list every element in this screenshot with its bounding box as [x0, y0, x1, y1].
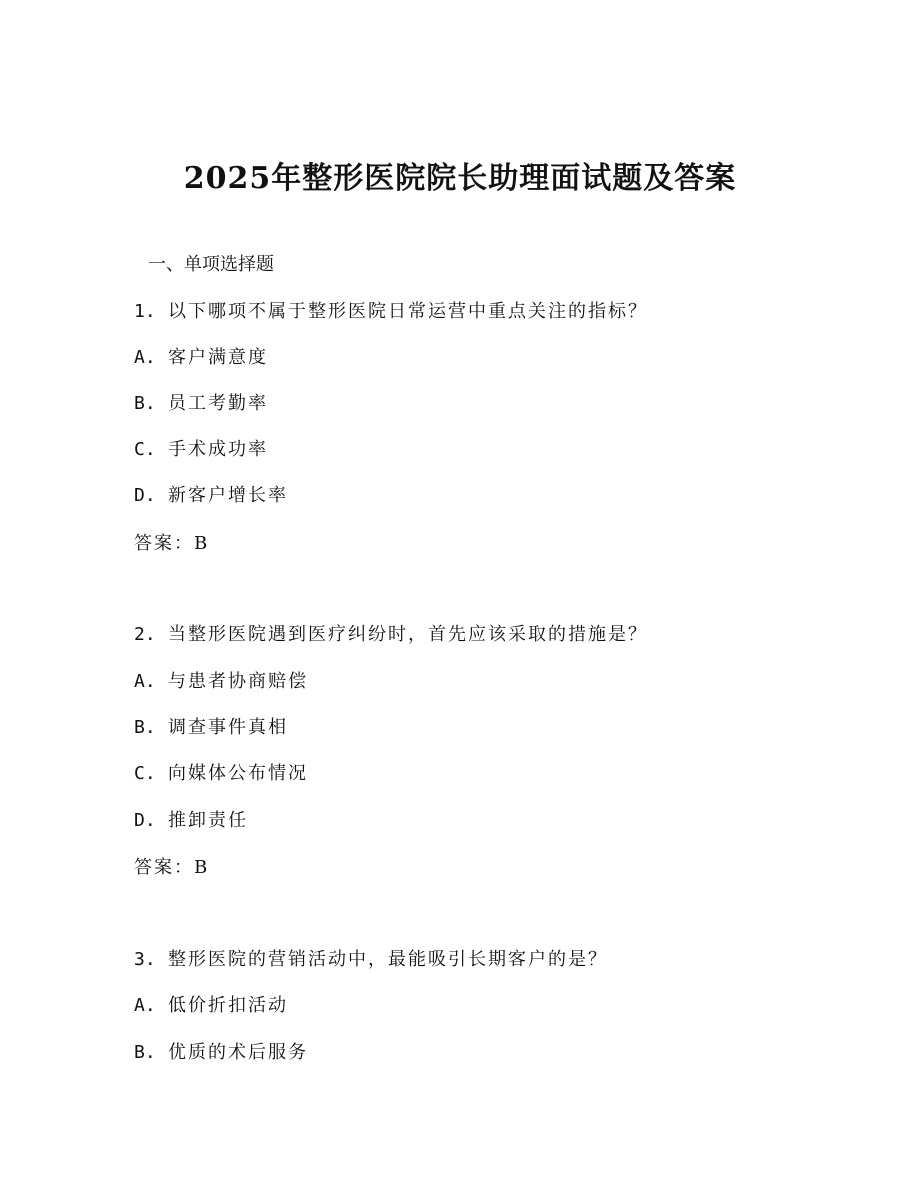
- question-text: 以下哪项不属于整形医院日常运营中重点关注的指标？: [168, 301, 648, 322]
- option-3b: [134, 1038, 308, 1068]
- option-1b: [134, 389, 268, 419]
- option-1c: [134, 435, 268, 465]
- option-text: 员工考勤率: [168, 393, 268, 414]
- option-3a: [134, 991, 288, 1021]
- question-text: 当整形医院遇到医疗纠纷时，首先应该采取的措施是？: [168, 624, 648, 645]
- option-letter: A.: [134, 995, 156, 1016]
- question-number: 2.: [134, 624, 156, 645]
- answer-1: 答案：B: [134, 533, 210, 554]
- option-letter: B.: [134, 717, 156, 738]
- question-number: 1.: [134, 301, 156, 322]
- page-title: 2025年整形医院院长助理面试题及答案: [183, 161, 737, 196]
- option-text: 与患者协商赔偿: [168, 671, 308, 692]
- section-heading: 一、单项选择题: [148, 254, 274, 275]
- option-2a: [134, 667, 308, 697]
- option-letter: D.: [134, 810, 156, 831]
- option-1a: [134, 343, 268, 373]
- option-text: 调查事件真相: [168, 717, 288, 738]
- option-2b: [134, 713, 288, 743]
- option-1d: [134, 481, 288, 511]
- answer-2: 答案：B: [134, 857, 210, 878]
- option-2d: [134, 806, 248, 836]
- option-letter: A.: [134, 671, 156, 692]
- option-letter: C.: [134, 439, 156, 460]
- option-text: 向媒体公布情况: [168, 763, 308, 784]
- option-text: 优质的术后服务: [168, 1042, 308, 1063]
- question-2: [134, 620, 648, 650]
- option-letter: D.: [134, 485, 156, 506]
- question-number: 3.: [134, 949, 156, 970]
- option-text: 推卸责任: [168, 810, 248, 831]
- option-letter: A.: [134, 347, 156, 368]
- option-2c: [134, 759, 308, 789]
- option-letter: B.: [134, 1042, 156, 1063]
- option-text: 手术成功率: [168, 439, 268, 460]
- question-text: 整形医院的营销活动中，最能吸引长期客户的是？: [168, 949, 608, 970]
- question-3: [134, 945, 608, 975]
- option-text: 低价折扣活动: [168, 995, 288, 1016]
- option-letter: C.: [134, 763, 156, 784]
- option-letter: B.: [134, 393, 156, 414]
- question-1: [134, 297, 648, 327]
- option-text: 新客户增长率: [168, 485, 288, 506]
- option-text: 客户满意度: [168, 347, 268, 368]
